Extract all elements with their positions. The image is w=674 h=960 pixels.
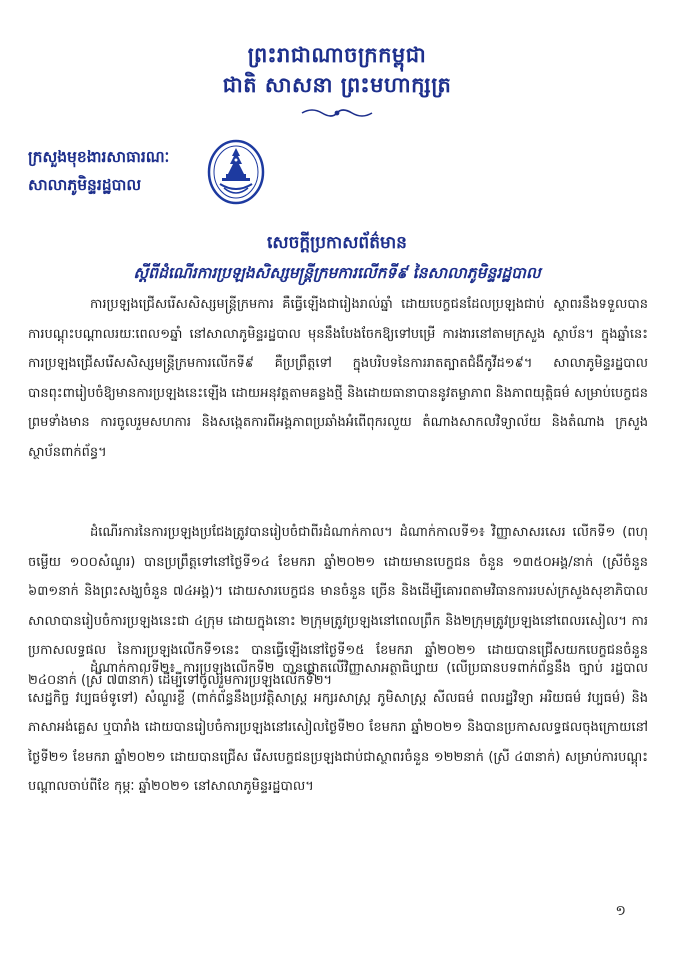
nation-religion-king: ជាតិ សាសនា ព្រះមហាក្សត្រ — [222, 72, 452, 97]
issuing-institution — [28, 143, 208, 199]
decorative-divider-icon — [300, 106, 374, 120]
ministry-name: ក្រសួងមុខងារសាធារណៈ — [28, 147, 170, 166]
page-number: ១ — [615, 903, 626, 919]
announcement-subtitle: ស្តីពីដំណើរការប្រឡងសិស្សមន្ត្រីក្រមការលើកទី៩ នៃសាលាភូមិន្ទរដ្ឋបាល — [133, 263, 541, 282]
body-paragraph-3: ដំណាក់កាលទី២៖ ការប្រឡងលើកទី២ បានផ្តោតលើវិញ្ញាសាអត្ថាធិប្បាយ (លើប្រធានបទពាក់ព័ន្ធនឹង ច្បាប់ រដ្ឋបាល សេដ្ឋកិច្ច វប្បធម៌ទូទៅ) សំណួរខ្លី (ពាក់ព័ន្ធនឹងប្រវត្តិសាស្ត្រ អក្សរសាស្ត្រ ភូមិសាស្ត្រ សីលធម៌ ពលរដ្ឋវិទ្យា អរិយធម៌ វប្បធម៌) និង ភាសាអង់គ្លេស ឬបារាំង ដោយបានរៀបចំការប្រឡងនៅរសៀលថ្ងៃទី២០ ខែមករា ឆ្នាំ២០២១ និងបានប្រកាសលទ្ធផលចុងក្រោយនៅថ្ងៃទី២១ ខែមករា ឆ្នាំ២០២១ ដោយបានជ្រើស រើសបេក្ខជនប្រឡងជាប់ជាស្ថាពរចំនួន ១២២នាក់ (ស្រី ៤៣នាក់) សម្រាប់ការបណ្តុះបណ្តាលចាប់ពីខែ កុម្ភៈ ឆ្នាំ២០២១ នៅសាលាភូមិន្ទរដ្ឋបាល។ — [28, 661, 648, 794]
national-motto-header — [0, 40, 674, 100]
announcement-title: សេចក្តីប្រកាសព័ត៌មាន — [267, 233, 407, 253]
announcement-title-block — [0, 228, 674, 288]
school-name: សាលាភូមិន្ទរដ្ឋបាល — [28, 175, 142, 194]
kingdom-title: ព្រះរាជាណាចក្រកម្ពុជា — [247, 42, 427, 67]
royal-school-of-administration-emblem-icon — [206, 138, 266, 206]
body-paragraph-1: ការប្រឡងជ្រើសរើសសិស្សមន្ត្រីក្រមការ គឺធ្វើឡើងជារៀងរាល់ឆ្នាំ ដោយបេក្ខជនដែលប្រឡងជាប់ ស្ថាពរនឹងទទួលបានការបណ្តុះបណ្តាលរយៈពេល១ឆ្នាំ នៅសាលាភូមិន្ទរដ្ឋបាល មុននឹងបែងចែកឱ្យទៅបម្រើ ការងារនៅតាមក្រសួង ស្ថាប័ន។ ក្នុងឆ្នាំនេះ ការប្រឡងជ្រើសរើសសិស្សមន្ត្រីក្រមការលើកទី៩ គឺប្រព្រឹត្តទៅ ក្នុងបរិបទនៃការរាតត្បាតជំងឺកូវីដ១៩។ សាលាភូមិន្ទរដ្ឋបាល បានពុះពារៀបចំឱ្យមានការប្រឡងនេះឡើង ដោយអនុវត្តតាមគន្លងថ្មី និងដោយធានាបាននូវតម្លាភាព និងភាពយុត្តិធម៌ សម្រាប់បេក្ខជន ព្រមទាំងមាន ការចូលរួមសហការ និងសង្កេតការពីអង្គភាពប្រឆាំងអំពើពុករលួយ តំណាងសាកលវិទ្យាល័យ និងតំណាង ក្រសួង ស្ថាប័នពាក់ព័ន្ធ។ — [28, 297, 648, 460]
body-paragraph-2: ដំណើរការនៃការប្រឡងប្រជែងត្រូវបានរៀបចំជាពីរដំណាក់កាល។ ដំណាក់កាលទី១៖ វិញ្ញាសាសរសេរ លើកទី១ (ពហុចម្លើយ ១០០សំណួរ) បានប្រព្រឹត្តទៅនៅថ្ងៃទី១៤ ខែមករា ឆ្នាំ២០២១ ដោយមានបេក្ខជន ចំនួន ១៣៥០អង្គ/នាក់ (ស្រីចំនួន ៦៣១នាក់ និងព្រះសង្ឃចំនួន ៧៤អង្គ)។ ដោយសារបេក្ខជន មានចំនួន ច្រើន និងដើម្បីគោរពតាមវិធានការរបស់ក្រសួងសុខាភិបាល សាលាបានរៀបចំការប្រឡងនេះជា ៤ក្រុម ដោយក្នុងនោះ ២ក្រុមត្រូវប្រឡងនៅពេលព្រឹក និង២ក្រុមត្រូវប្រឡងនៅពេលរសៀល។ ការប្រកាសលទ្ធផល នៃការប្រឡងលើកទី១នេះ បានធ្វើឡើងនៅថ្ងៃទី១៥ ខែមករា ឆ្នាំ២០២១ ដោយបានជ្រើសយកបេក្ខជនចំនួន ២៤០នាក់ (ស្រី ៧៣នាក់) ដើម្បីទៅចូលរួមការប្រឡងលើកទី២។ — [28, 525, 648, 688]
